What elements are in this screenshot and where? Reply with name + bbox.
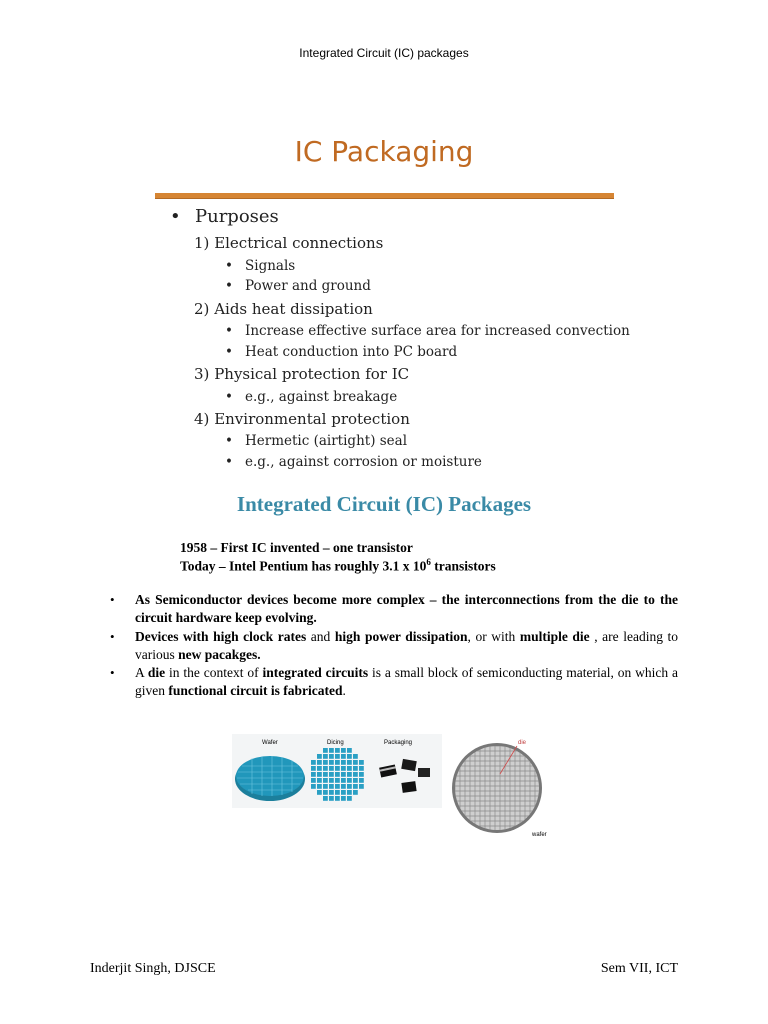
- page-header: Integrated Circuit (IC) packages: [299, 46, 469, 60]
- item-4-sub-1: • Hermetic (airtight) seal: [225, 433, 408, 449]
- fact-1958: 1958 – First IC invented – one transistor: [180, 540, 413, 555]
- label-wafer: Wafer: [262, 740, 278, 746]
- item-3-sub-1: • e.g., against breakage: [225, 389, 398, 405]
- label-packaging: Packaging: [384, 740, 413, 746]
- item-3: 3) Physical protection for IC: [194, 365, 410, 383]
- item-4: 4) Environmental protection: [194, 410, 410, 428]
- paragraph-complexity: As Semiconductor devices become more complex – the interconnections from the die to the circuit hardware keep evolving.: [135, 592, 678, 625]
- item-1: 1) Electrical connections: [194, 234, 384, 252]
- footer-left: Inderjit Singh, DJSCE: [90, 961, 216, 976]
- bullet-icon: •: [170, 206, 181, 227]
- footer-right: Sem VII, ICT: [600, 961, 678, 976]
- diced-dies-icon: [311, 748, 364, 801]
- wafer-process-figure: [232, 732, 562, 844]
- item-1-sub-2: • Power and ground: [225, 278, 371, 294]
- title-rule: [155, 193, 614, 199]
- bullet-icon: •: [110, 629, 115, 644]
- item-4-sub-2: • e.g., against corrosion or moisture: [225, 454, 482, 470]
- bullet-icon: •: [110, 665, 115, 680]
- wafer-grid-icon: [451, 740, 547, 838]
- fact-today: Today – Intel Pentium has roughly 3.1 x $10^6$ transistors: [180, 557, 496, 574]
- label-wafer-2: wafer: [532, 832, 547, 838]
- bullet-icon: •: [110, 592, 115, 607]
- item-1-sub-1: • Signals: [225, 258, 296, 274]
- purposes-heading: • Purposes: [170, 206, 279, 227]
- section-title: Integrated Circuit (IC) Packages: [236, 492, 532, 516]
- paragraph-devices: Devices with high clock rates and high power dissipation, or with multiple die , are leading to various new pacakges.: [135, 629, 679, 662]
- item-2: 2) Aids heat dissipation: [194, 300, 373, 318]
- wafer-disk-icon: [235, 756, 305, 801]
- item-2-sub-2: • Heat conduction into PC board: [225, 344, 458, 360]
- label-dicing: Dicing: [327, 740, 344, 746]
- item-2-sub-1: • Increase effective surface area for increased convection: [225, 323, 630, 339]
- paragraph-die: A die in the context of integrated circuits is a small block of semiconducting material, on which a given functional circuit is fabricated.: [135, 665, 678, 698]
- slide-title: IC Packaging: [294, 135, 474, 168]
- label-die: die: [518, 740, 527, 746]
